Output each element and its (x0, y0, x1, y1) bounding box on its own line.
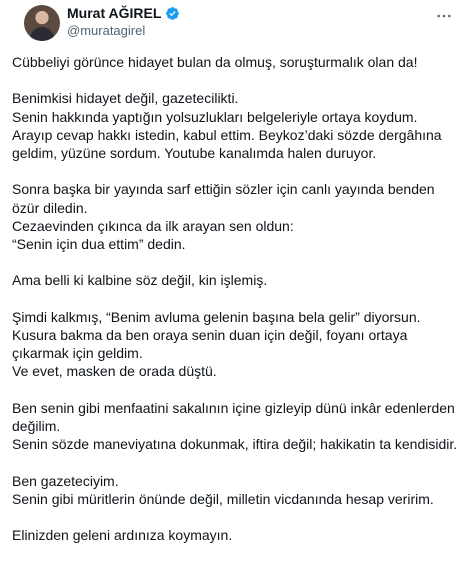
tweet-paragraph: Benimkisi hidayet değil, gazetecilikti. Senin hakkında yaptığın yolsuzlukları belgeleriyle ortaya koydum. Arayıp cevap hakkı istedin, kabul ettim. Beykoz’daki sözde dergâhına geldim, yüzüne sordum. Youtube kanalımda halen duruyor. (12, 90, 442, 161)
tweet-paragraph: Sonra başka bir yayında sarf ettiğin sözler için canlı yayında benden özür diledin. Cezaevinden çıkınca da ilk arayan sen oldun: “Senin için dua ettim” dedin. (12, 181, 435, 252)
tweet-paragraph: Ben gazeteciyim. Senin gibi müritlerin önünde değil, milletin vicdanında hesap veririm. (12, 472, 434, 507)
tweet-text (12, 53, 464, 544)
tweet-paragraph: Elinizden geleni ardınıza koymayın. (12, 527, 233, 544)
avatar[interactable] (24, 5, 60, 41)
tweet-paragraph: Şimdi kalkmış, “Benim avluma gelenin başına bela gelir” diyorsun. Kusura bakma da ben oraya senin duan için değil, foyanı ortaya çıkarmak için geldim. Ve evet, masken de orada düştü. (12, 308, 421, 380)
user-info (67, 5, 180, 40)
verified-badge-icon[interactable] (165, 6, 180, 21)
tweet-paragraph: Ama belli ki kalbine söz değil, kin işlemiş. (12, 272, 268, 289)
tweet-header (12, 0, 463, 46)
user-handle[interactable]: @muratagirel (67, 23, 146, 38)
tweet-paragraph: Ben senin gibi menfaatini sakalının içine gizleyip dünü inkâr edenlerden değilim. Senin sözde maneviyatına dokunmak, iftira değil; hakikatin ta kendisidir. (12, 399, 458, 453)
more-horizontal-icon[interactable] (433, 7, 455, 25)
display-name[interactable]: Murat AĞIREL (67, 5, 162, 21)
name-row (67, 5, 180, 21)
tweet-paragraph: Cübbeliyi görünce hidayet bulan da olmuş, soruşturmalık olan da! (12, 54, 418, 70)
